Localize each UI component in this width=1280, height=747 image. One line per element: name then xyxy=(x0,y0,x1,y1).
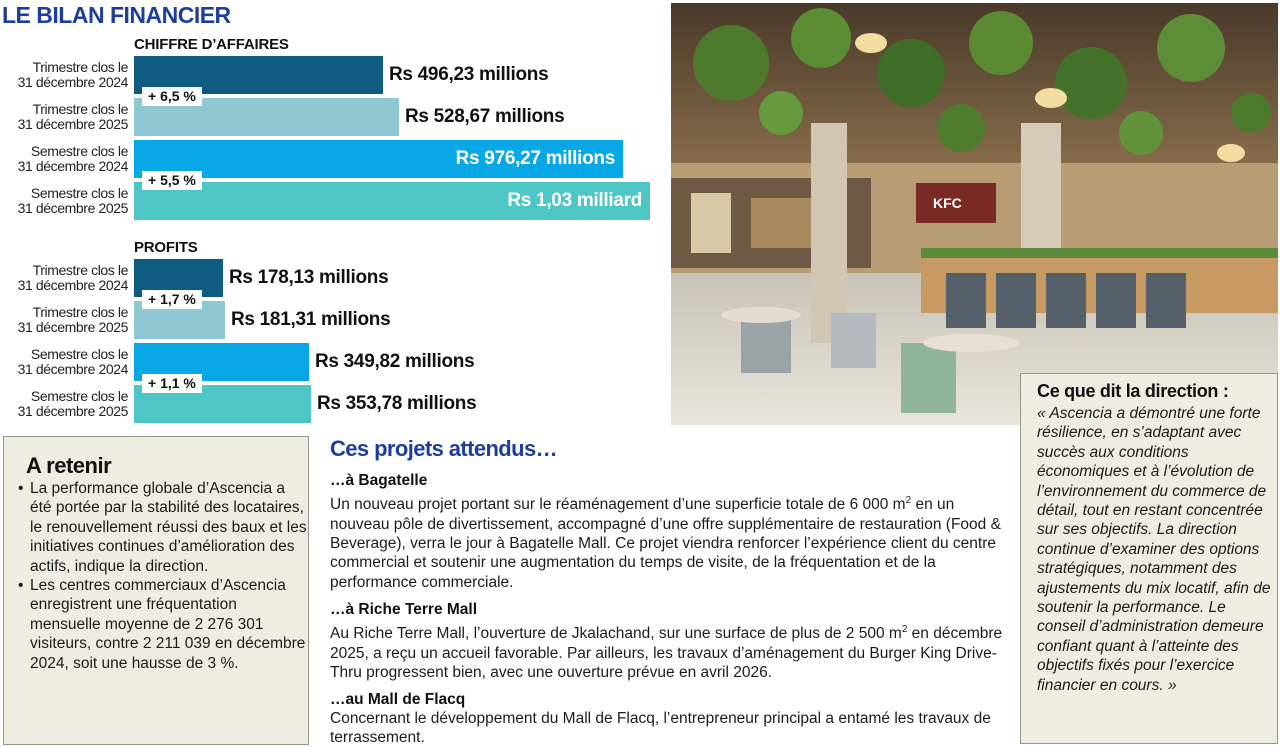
projects-title: Ces projets attendus… xyxy=(330,436,558,461)
profits-category-label: Semestre clos le 31 décembre 2024 xyxy=(17,346,128,377)
management-quote-text: « Ascencia a démontré une forte résilience, en s’adaptant avec succès aux conditions économiques et à l’évolution de l’environnement du commerce de détail, tout en restant concentrée sur ses objectifs. La direction continue d’examiner des options stratégiques, notamment des ajustements du mix locatif, afin de soutenir la performance. Le conseil d’administration demeure confiant quant à l’atteinte des objectifs fixés pour l’exercice financier en cours. » xyxy=(1037,405,1271,694)
kfc-sign: KFC xyxy=(933,195,962,211)
profits-category-label: Trimestre clos le 31 décembre 2024 xyxy=(17,262,128,293)
profits-chart-title: PROFITS xyxy=(134,239,198,256)
project-heading-flacq: …au Mall de Flacq xyxy=(330,691,466,708)
revenue-growth-badge: + 6,5 % xyxy=(142,87,202,106)
revenue-value-label: Rs 496,23 millions xyxy=(389,64,549,85)
project-text-riche-terre: Au Riche Terre Mall, l’ouverture de Jkalachand, sur une surface de plus de 2 500 $m^2$ en décembre 2025, a reçu un accueil favorable. Par ailleurs, les travaux d’aménagement du Burger King Drive-Thru progressent bien, avec une ouverture prévue en avril 2026. xyxy=(330,624,1003,681)
food-court-illustration xyxy=(671,3,1278,425)
profits-growth-badge: + 1,1 % xyxy=(142,374,202,393)
revenue-growth-badge: + 5,5 % xyxy=(142,171,202,190)
profits-value-label: Rs 353,78 millions xyxy=(317,393,477,414)
key-points-box xyxy=(3,436,309,745)
management-quote-title: Ce que dit la direction : xyxy=(1037,381,1229,401)
project-heading-bagatelle: …à Bagatelle xyxy=(330,472,428,489)
project-text-flacq: Concernant le développement du Mall de Flacq, l’entrepreneur principal a entamé les travaux de terrassement. xyxy=(330,710,991,747)
revenue-category-label: Semestre clos le 31 décembre 2025 xyxy=(17,185,128,216)
revenue-category-label: Trimestre clos le 31 décembre 2024 xyxy=(17,59,128,90)
profits-value-label: Rs 349,82 millions xyxy=(315,351,475,372)
revenue-value-label: Rs 528,67 millions xyxy=(405,106,565,127)
revenue-category-label: Trimestre clos le 31 décembre 2025 xyxy=(17,101,128,132)
revenue-category-label: Semestre clos le 31 décembre 2024 xyxy=(17,143,128,174)
food-court-photo xyxy=(671,3,1278,425)
key-points-title: A retenir xyxy=(26,453,112,478)
page-title: LE BILAN FINANCIER xyxy=(2,2,231,28)
revenue-value-label: Rs 1,03 milliard xyxy=(507,190,642,211)
list-item: • Les centres commerciaux d’Ascencia enregistrent une fréquentation mensuelle moyenne de 2 276 301 visiteurs, contre 2 211 039 en décembre 2024, soit une hausse de 3 %. xyxy=(18,576,308,673)
profits-value-label: Rs 181,31 millions xyxy=(231,309,391,330)
profits-value-label: Rs 178,13 millions xyxy=(229,267,389,288)
list-item: • La performance globale d’Ascencia a été portée par la stabilité des locataires, le renouvellement réussi des baux et les initiatives continues d’amélioration des actifs, indique la direction. xyxy=(18,479,308,576)
key-points-list xyxy=(18,479,308,673)
profits-category-label: Semestre clos le 31 décembre 2025 xyxy=(17,388,128,419)
revenue-chart-title: CHIFFRE D’AFFAIRES xyxy=(134,36,289,53)
profits-growth-badge: + 1,7 % xyxy=(142,290,202,309)
project-heading-riche-terre: …à Riche Terre Mall xyxy=(330,601,478,618)
management-quote-box xyxy=(1020,373,1278,744)
project-text-bagatelle: Un nouveau projet portant sur le réaménagement d’une superficie totale de 6 000 $m^2$ en un nouveau pôle de divertissement, accompagné d’une offre supplémentaire de restauration (Food & Beverage), verra le jour à Bagatelle Mall. Ce projet viendra renforcer l’expérience client du centre commercial et soutenir une augmentation du temps de visite, de la fréquentation et de la performance commerciale. xyxy=(330,495,1001,591)
profits-category-label: Trimestre clos le 31 décembre 2025 xyxy=(17,304,128,335)
revenue-value-label: Rs 976,27 millions xyxy=(455,148,615,169)
